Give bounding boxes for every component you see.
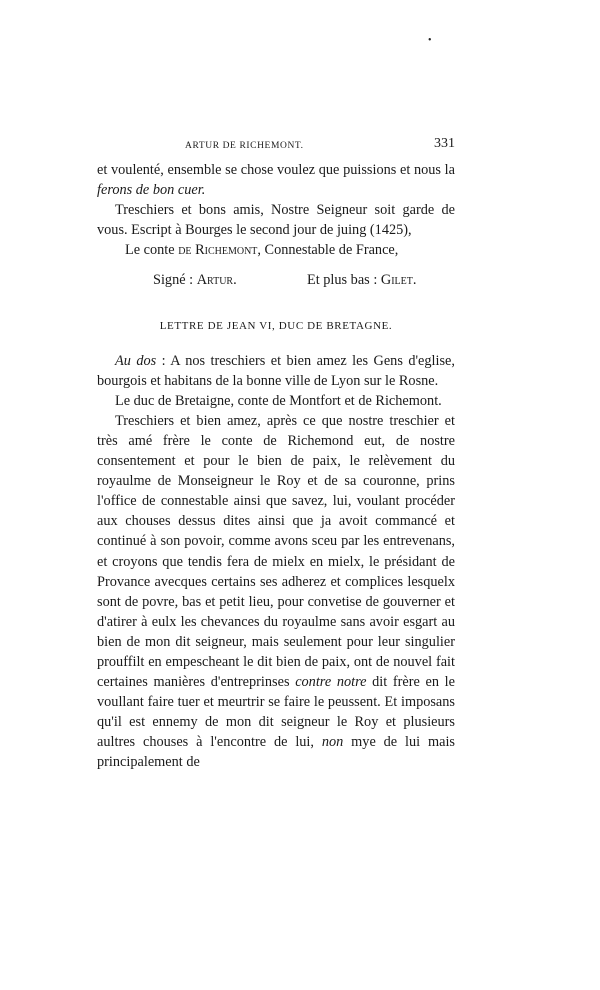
countersigned-by <box>307 270 416 290</box>
running-title: ARTUR DE RICHEMONT. <box>185 141 304 151</box>
signed-name: Artur. <box>196 272 237 289</box>
signed-label: Signé : <box>153 272 197 289</box>
main-text-c: dit frère en le voullant faire tuer et meurtrir se faire le peussent. Et imposans qu'il est ennemy de mon dit seigneur le Roy et plusieurs aultres chouses à l'encontre de lui, <box>97 674 456 751</box>
closing-paragraph: Treschiers et bons amis, Nostre Seigneur soit garde de vous. Escript à Bourges le second jour de juing (1425), <box>97 202 455 239</box>
continuation-text: et voulenté, ensemble se chose voulez que puissions et nous la <box>97 162 455 178</box>
address-label: Au dos <box>115 352 157 369</box>
sender-line: Le duc de Bretaigne, conte de Montfort et de Richemont. <box>115 392 442 409</box>
continuation-italic: ferons de bon cuer. <box>97 182 206 199</box>
address-text: : A nos treschiers et bien amez les Gens d'eglise, bourgois et habitans de la bonne ville de Lyon sur le Rosne. <box>97 352 455 389</box>
main-text-e: mye de lui mais principalement de <box>97 734 455 771</box>
signed-line <box>97 270 455 290</box>
sig-name: de Richemont <box>178 242 258 259</box>
main-paragraph <box>97 411 455 773</box>
signed-by <box>153 270 237 290</box>
below-label: Et plus bas : <box>307 272 381 289</box>
page-speck: • <box>428 35 432 46</box>
section-title: LETTRE DE JEAN VI, DUC DE BRETAGNE. <box>159 320 393 333</box>
page-body <box>97 160 455 773</box>
below-name: Gilet. <box>380 272 417 289</box>
sig-prefix: Le conte <box>125 242 179 259</box>
address-paragraph <box>97 351 455 391</box>
main-text-a: Treschiers et bien amez, après ce que nostre treschier et très amé frère le conte de Richemond eut, de nostre consentement et pour le bien de paix, le relèvement du royaulme de Monseigneur le Roy et de sa couronne, prins l'office de connestable ainsi que savez, lui, voulant procéder aux chouses dessus dites ainsi que ja avoit commancé et continué à son povoir, comme avons sceu par les entrevenans, et croyons que tendis fera de mielx en mielx, le présidant de Provance avecques certains ses adherez et complices lesquelx sont de povre, bas et petit lieu, pour convetise de gouverner et d'atirer à eulx les chevances du royaulme sans avoir esgart au bien de mon dit seigneur, mais seulement pour leur singulier prouffilt en empescheant le dit bien de paix, ont de nouvel fait certaines manières d'entreprinses <box>97 412 455 691</box>
sig-suffix: , Connestable de France, <box>257 242 399 259</box>
main-italic-d: non <box>321 734 344 751</box>
main-italic-b: contre notre <box>295 674 367 691</box>
continuation-paragraph <box>97 160 455 200</box>
page-number: 331 <box>434 136 455 151</box>
signature-line <box>97 240 455 260</box>
